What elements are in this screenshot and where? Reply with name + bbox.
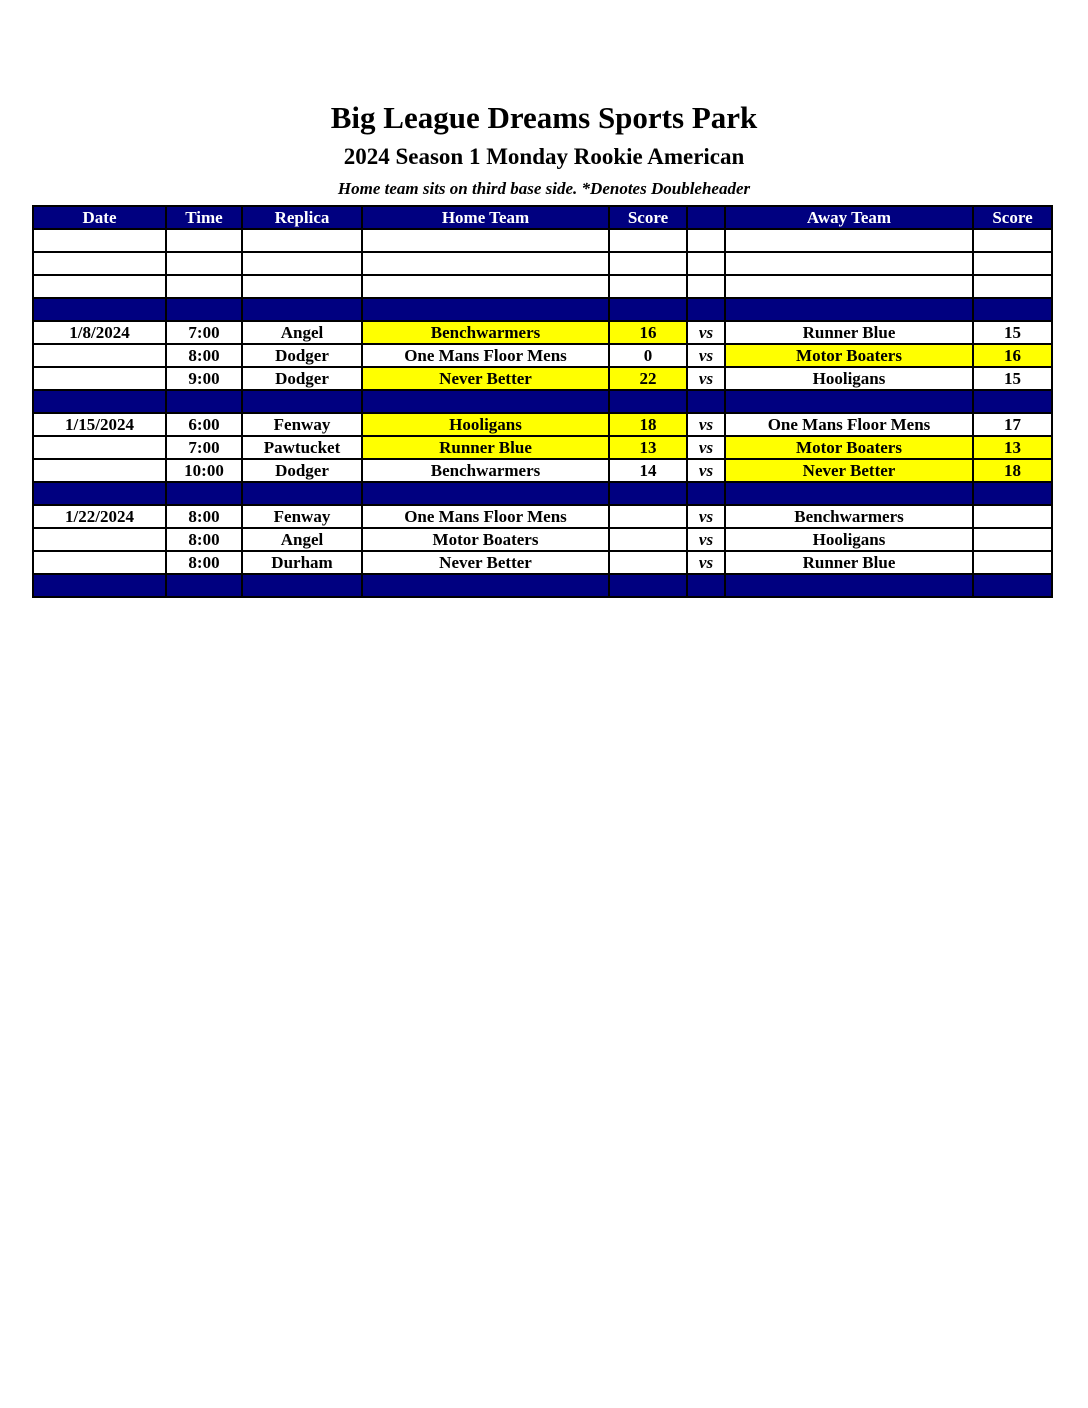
home-score-cell [609,528,687,551]
time-cell: 8:00 [166,551,242,574]
separator-cell [725,482,973,505]
date-cell [33,528,166,551]
replica-cell: Pawtucket [242,436,362,459]
replica-cell: Dodger [242,344,362,367]
home-team-cell: One Mans Floor Mens [362,505,609,528]
page-subtitle: 2024 Season 1 Monday Rookie American [343,144,745,169]
separator-row [33,298,1052,321]
game-row [33,367,1052,390]
separator-row [33,390,1052,413]
time-cell: 6:00 [166,413,242,436]
separator-cell [33,298,166,321]
separator-row [33,574,1052,597]
col-header-away-score: Score [973,206,1052,229]
separator-cell [609,390,687,413]
home-score-cell: 0 [609,344,687,367]
vs-cell: vs [687,436,725,459]
away-team-cell: Motor Boaters [725,436,973,459]
separator-cell [242,390,362,413]
separator-cell [166,482,242,505]
home-team-cell: Never Better [362,367,609,390]
date-cell: 1/15/2024 [33,413,166,436]
date-cell [33,252,166,275]
away-score-cell [973,229,1052,252]
date-cell [33,367,166,390]
time-cell: 7:00 [166,321,242,344]
replica-cell: Dodger [242,367,362,390]
replica-cell [242,252,362,275]
col-header-date: Date [33,206,166,229]
game-row [33,528,1052,551]
home-score-cell [609,229,687,252]
time-cell: 8:00 [166,505,242,528]
away-score-cell: 16 [973,344,1052,367]
separator-cell [609,482,687,505]
col-header-replica: Replica [242,206,362,229]
separator-cell [609,298,687,321]
away-team-cell: One Mans Floor Mens [725,413,973,436]
home-score-cell: 22 [609,367,687,390]
col-header-home-team: Home Team [362,206,609,229]
separator-cell [973,298,1052,321]
date-cell [33,275,166,298]
date-cell [33,229,166,252]
away-team-cell [725,275,973,298]
home-score-cell: 16 [609,321,687,344]
vs-cell: vs [687,344,725,367]
home-score-cell: 14 [609,459,687,482]
vs-cell [687,252,725,275]
home-team-cell [362,252,609,275]
separator-cell [687,298,725,321]
header-row [33,206,1052,229]
away-score-cell: 18 [973,459,1052,482]
game-row [33,551,1052,574]
separator-cell [362,298,609,321]
home-score-cell: 18 [609,413,687,436]
away-score-cell: 13 [973,436,1052,459]
schedule-table [32,205,1053,598]
away-team-cell: Never Better [725,459,973,482]
replica-cell: Fenway [242,505,362,528]
home-score-cell [609,275,687,298]
col-header-home-score: Score [609,206,687,229]
home-score-cell: 13 [609,436,687,459]
vs-cell: vs [687,528,725,551]
separator-cell [973,574,1052,597]
away-score-cell [973,252,1052,275]
game-row [33,229,1052,252]
separator-cell [33,482,166,505]
vs-cell: vs [687,367,725,390]
replica-cell [242,275,362,298]
away-score-cell [973,505,1052,528]
replica-cell: Dodger [242,459,362,482]
separator-cell [973,390,1052,413]
separator-cell [687,574,725,597]
vs-cell [687,275,725,298]
schedule-note: Home team sits on third base side. *Denotes Doubleheader [337,179,751,198]
game-row [33,321,1052,344]
away-score-cell [973,551,1052,574]
date-cell [33,344,166,367]
separator-cell [687,390,725,413]
home-team-cell: Hooligans [362,413,609,436]
time-cell: 7:00 [166,436,242,459]
home-team-cell [362,275,609,298]
away-team-cell [725,252,973,275]
separator-cell [362,390,609,413]
home-score-cell [609,551,687,574]
date-cell: 1/8/2024 [33,321,166,344]
separator-cell [609,574,687,597]
separator-cell [242,574,362,597]
away-team-cell: Runner Blue [725,321,973,344]
page-title: Big League Dreams Sports Park [330,100,758,135]
separator-cell [725,390,973,413]
date-cell [33,551,166,574]
home-score-cell [609,252,687,275]
separator-cell [33,390,166,413]
col-header-time: Time [166,206,242,229]
away-score-cell: 15 [973,367,1052,390]
separator-row [33,482,1052,505]
separator-cell [166,574,242,597]
separator-cell [242,482,362,505]
home-team-cell: Runner Blue [362,436,609,459]
game-row [33,252,1052,275]
game-row [33,344,1052,367]
replica-cell: Angel [242,321,362,344]
separator-cell [33,574,166,597]
game-row [33,275,1052,298]
vs-cell: vs [687,505,725,528]
away-score-cell: 15 [973,321,1052,344]
game-row [33,413,1052,436]
home-team-cell: Motor Boaters [362,528,609,551]
schedule-body [33,229,1052,597]
separator-cell [973,482,1052,505]
home-team-cell [362,229,609,252]
replica-cell: Angel [242,528,362,551]
vs-cell: vs [687,413,725,436]
away-team-cell [725,229,973,252]
game-row [33,436,1052,459]
game-row [33,505,1052,528]
vs-cell: vs [687,551,725,574]
time-cell: 9:00 [166,367,242,390]
home-score-cell [609,505,687,528]
replica-cell: Durham [242,551,362,574]
col-header-vs [687,206,725,229]
replica-cell: Fenway [242,413,362,436]
separator-cell [725,574,973,597]
vs-cell [687,229,725,252]
time-cell: 8:00 [166,528,242,551]
away-score-cell [973,528,1052,551]
time-cell [166,229,242,252]
away-team-cell: Hooligans [725,367,973,390]
col-header-away-team: Away Team [725,206,973,229]
date-cell [33,459,166,482]
vs-cell: vs [687,459,725,482]
time-cell [166,275,242,298]
away-score-cell: 17 [973,413,1052,436]
date-cell [33,436,166,459]
time-cell [166,252,242,275]
time-cell: 8:00 [166,344,242,367]
separator-cell [166,390,242,413]
home-team-cell: Benchwarmers [362,321,609,344]
game-row [33,459,1052,482]
away-score-cell [973,275,1052,298]
home-team-cell: Benchwarmers [362,459,609,482]
home-team-cell: One Mans Floor Mens [362,344,609,367]
separator-cell [242,298,362,321]
away-team-cell: Runner Blue [725,551,973,574]
separator-cell [166,298,242,321]
away-team-cell: Hooligans [725,528,973,551]
separator-cell [725,298,973,321]
away-team-cell: Motor Boaters [725,344,973,367]
vs-cell: vs [687,321,725,344]
separator-cell [362,574,609,597]
date-cell: 1/22/2024 [33,505,166,528]
separator-cell [687,482,725,505]
replica-cell [242,229,362,252]
separator-cell [362,482,609,505]
away-team-cell: Benchwarmers [725,505,973,528]
time-cell: 10:00 [166,459,242,482]
home-team-cell: Never Better [362,551,609,574]
